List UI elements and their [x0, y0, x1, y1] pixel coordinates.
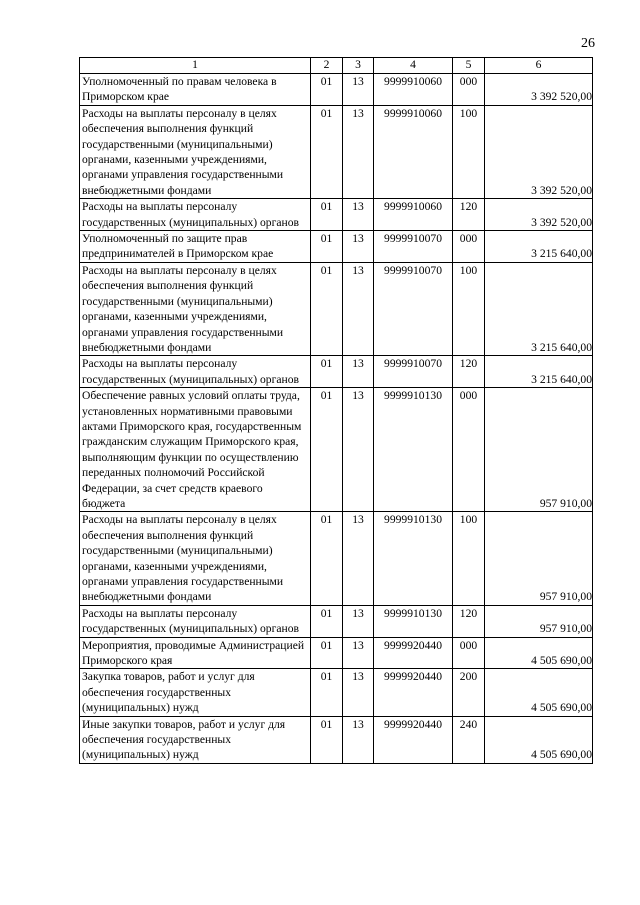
- target-article-cell: 9999910070: [374, 262, 453, 355]
- subsection-code-cell: 13: [343, 716, 374, 763]
- expense-type-cell: 120: [453, 199, 485, 231]
- section-code-cell: 01: [311, 199, 343, 231]
- target-article-cell: 9999910070: [374, 231, 453, 263]
- section-code-cell: 01: [311, 356, 343, 388]
- amount-cell: 957 910,00: [485, 388, 593, 512]
- amount-cell: 957 910,00: [485, 512, 593, 605]
- amount-cell: 3 392 520,00: [485, 199, 593, 231]
- target-article-cell: 9999910060: [374, 199, 453, 231]
- table-row: [80, 605, 593, 637]
- amount-cell: 4 505 690,00: [485, 716, 593, 763]
- subsection-code-cell: 13: [343, 637, 374, 669]
- section-code-cell: 01: [311, 262, 343, 355]
- section-code-cell: 01: [311, 637, 343, 669]
- section-code-cell: 01: [311, 669, 343, 716]
- table-row: [80, 105, 593, 198]
- table-row: [80, 716, 593, 763]
- subsection-code-cell: 13: [343, 231, 374, 263]
- amount-cell: 3 392 520,00: [485, 74, 593, 106]
- target-article-cell: 9999910060: [374, 74, 453, 106]
- row-name-cell: Расходы на выплаты персоналу в целях обеспечения выполнения функций государственными (муниципальными) органами, казенными учреждениями, органами управления государственными внебюджетными фондами: [80, 105, 311, 198]
- subsection-code-cell: 13: [343, 74, 374, 106]
- table-row: [80, 512, 593, 605]
- row-name-cell: Расходы на выплаты персоналу государственных (муниципальных) органов: [80, 356, 311, 388]
- expense-type-cell: 100: [453, 262, 485, 355]
- expense-type-cell: 100: [453, 105, 485, 198]
- expense-type-cell: 000: [453, 74, 485, 106]
- row-name-cell: Расходы на выплаты персоналу государственных (муниципальных) органов: [80, 605, 311, 637]
- expense-type-cell: 200: [453, 669, 485, 716]
- row-name-cell: Иные закупки товаров, работ и услуг для обеспечения государственных (муниципальных) нужд: [80, 716, 311, 763]
- column-header: 3: [343, 58, 374, 74]
- amount-cell: 4 505 690,00: [485, 669, 593, 716]
- amount-cell: 3 215 640,00: [485, 262, 593, 355]
- target-article-cell: 9999910130: [374, 512, 453, 605]
- subsection-code-cell: 13: [343, 356, 374, 388]
- target-article-cell: 9999920440: [374, 637, 453, 669]
- row-name-cell: Расходы на выплаты персоналу в целях обеспечения выполнения функций государственными (муниципальными) органами, казенными учреждениями, органами управления государственными внебюджетными фондами: [80, 262, 311, 355]
- subsection-code-cell: 13: [343, 105, 374, 198]
- section-code-cell: 01: [311, 105, 343, 198]
- column-header: 4: [374, 58, 453, 74]
- subsection-code-cell: 13: [343, 669, 374, 716]
- section-code-cell: 01: [311, 716, 343, 763]
- expense-type-cell: 000: [453, 637, 485, 669]
- target-article-cell: 9999920440: [374, 669, 453, 716]
- amount-cell: 3 215 640,00: [485, 231, 593, 263]
- table-row: [80, 231, 593, 263]
- expense-type-cell: 000: [453, 388, 485, 512]
- budget-table: [79, 57, 593, 764]
- target-article-cell: 9999910070: [374, 356, 453, 388]
- section-code-cell: 01: [311, 605, 343, 637]
- row-name-cell: Уполномоченный по защите прав предпринимателей в Приморском крае: [80, 231, 311, 263]
- table-row: [80, 74, 593, 106]
- table-row: [80, 388, 593, 512]
- subsection-code-cell: 13: [343, 512, 374, 605]
- row-name-cell: Закупка товаров, работ и услуг для обеспечения государственных (муниципальных) нужд: [80, 669, 311, 716]
- amount-cell: 3 215 640,00: [485, 356, 593, 388]
- column-header: 6: [485, 58, 593, 74]
- table-row: [80, 356, 593, 388]
- expense-type-cell: 120: [453, 356, 485, 388]
- column-header: 2: [311, 58, 343, 74]
- subsection-code-cell: 13: [343, 199, 374, 231]
- section-code-cell: 01: [311, 231, 343, 263]
- table-row: [80, 669, 593, 716]
- target-article-cell: 9999910130: [374, 605, 453, 637]
- amount-cell: 3 392 520,00: [485, 105, 593, 198]
- table-body: [80, 74, 593, 764]
- row-name-cell: Уполномоченный по правам человека в Приморском крае: [80, 74, 311, 106]
- row-name-cell: Мероприятия, проводимые Администрацией Приморского края: [80, 637, 311, 669]
- row-name-cell: Обеспечение равных условий оплаты труда, установленных нормативными правовыми актами Приморского края, государственным гражданским служащим Приморского края, выполняющим функции по осуществлению переданных полномочий Российской Федерации, за счет средств краевого бюджета: [80, 388, 311, 512]
- expense-type-cell: 240: [453, 716, 485, 763]
- expense-type-cell: 120: [453, 605, 485, 637]
- table-row: [80, 637, 593, 669]
- column-header: 1: [80, 58, 311, 74]
- row-name-cell: Расходы на выплаты персоналу в целях обеспечения выполнения функций государственными (муниципальными) органами, казенными учреждениями, органами управления государственными внебюджетными фондами: [80, 512, 311, 605]
- amount-cell: 4 505 690,00: [485, 637, 593, 669]
- target-article-cell: 9999920440: [374, 716, 453, 763]
- section-code-cell: 01: [311, 388, 343, 512]
- target-article-cell: 9999910130: [374, 388, 453, 512]
- page-number: 26: [581, 36, 595, 51]
- section-code-cell: 01: [311, 512, 343, 605]
- expense-type-cell: 100: [453, 512, 485, 605]
- expense-type-cell: 000: [453, 231, 485, 263]
- section-code-cell: 01: [311, 74, 343, 106]
- subsection-code-cell: 13: [343, 605, 374, 637]
- column-header: 5: [453, 58, 485, 74]
- row-name-cell: Расходы на выплаты персоналу государственных (муниципальных) органов: [80, 199, 311, 231]
- amount-cell: 957 910,00: [485, 605, 593, 637]
- subsection-code-cell: 13: [343, 388, 374, 512]
- table-row: [80, 262, 593, 355]
- target-article-cell: 9999910060: [374, 105, 453, 198]
- table-row: [80, 199, 593, 231]
- header-row: [80, 58, 593, 74]
- subsection-code-cell: 13: [343, 262, 374, 355]
